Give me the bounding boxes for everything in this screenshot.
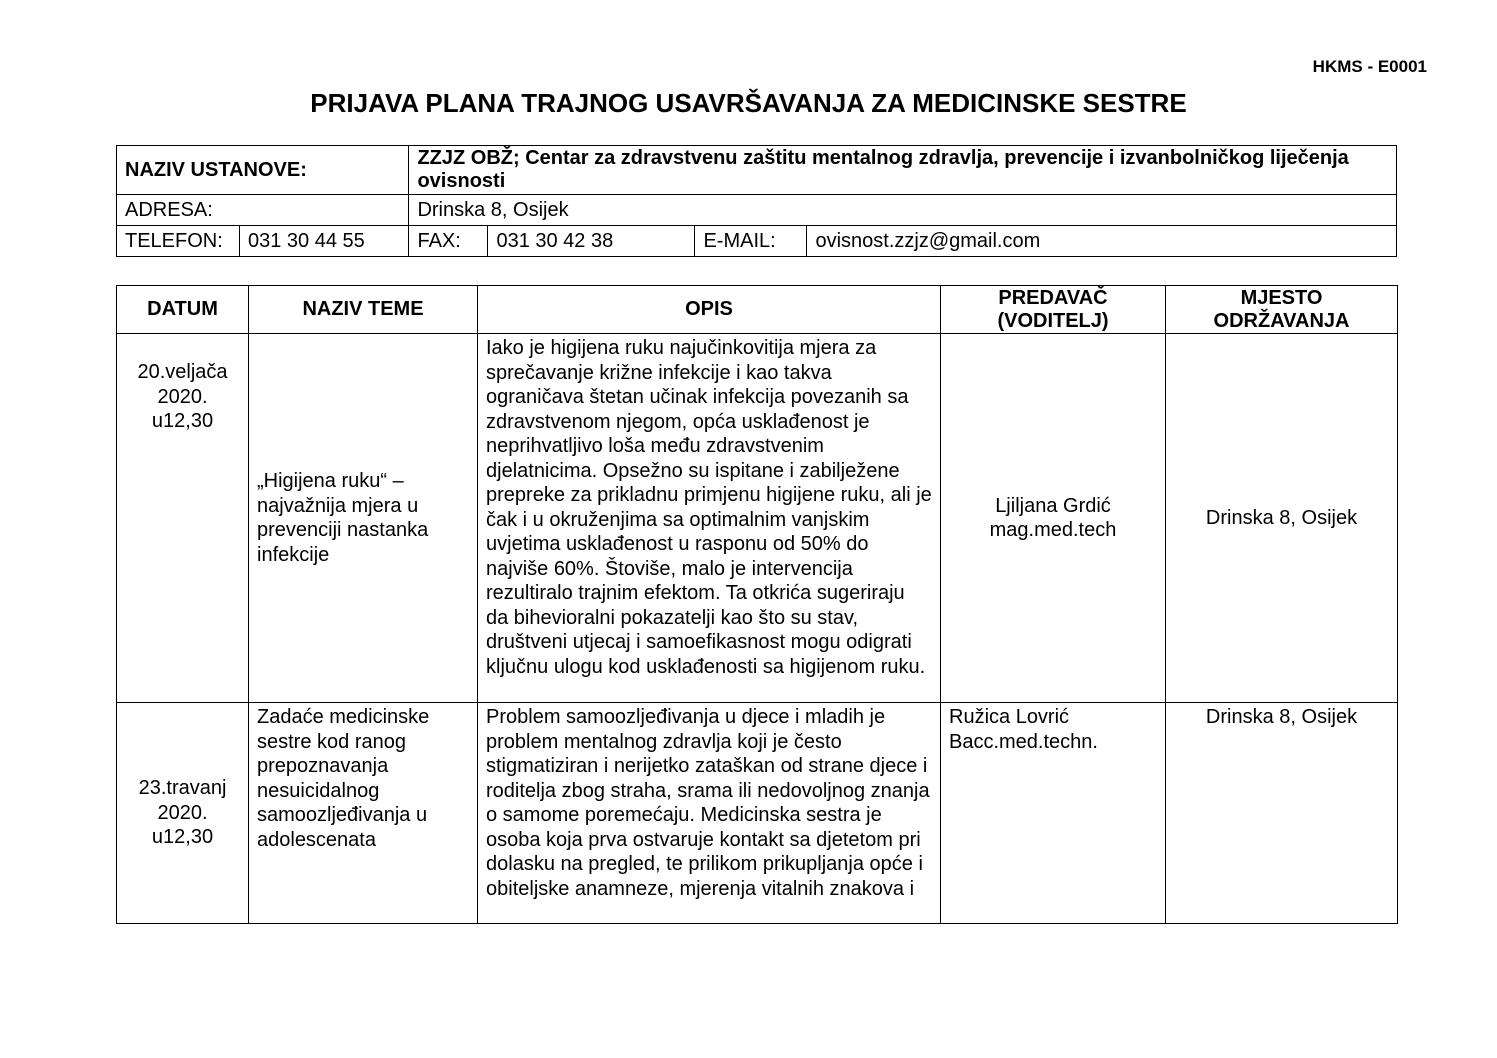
row-lecturer bbox=[941, 703, 1166, 924]
institution-table bbox=[116, 145, 1397, 257]
address-value: Drinska 8, Osijek bbox=[409, 195, 1397, 226]
row-topic bbox=[249, 703, 478, 924]
row-date-text: 20.veljača 2020. u12,30 bbox=[137, 361, 228, 432]
row-lecturer bbox=[941, 334, 1166, 703]
row-description-text: Iako je higijena ruku najučinkovitija mjera za sprečavanje križne infekcije i kao takva ograničava štetan učinak infekcija povezanih sa zdravstvenom njegom, opća usklađenost je neprihvatljivo loša među zdravstvenim djelatnicima. Opsežno su ispitane i zabilježene prepreke za prikladnu primjenu higijene ruku, ali je čak i u okruženjima sa optimalnim vanjskim uvjetima usklađenost u rasponu od 50% do najviše 60%. Štoviše, malo je intervencija rezultiralo trajnim efektom. Ta otkrića sugeriraju da bihevioralni pokazatelji kao što su stav, društveni utjecaj i samoefikasnost mogu odigrati ključnu ulogu kod usklađenosti sa higijenom ruku. bbox=[486, 337, 932, 678]
institution-name-label: NAZIV USTANOVE: bbox=[117, 146, 409, 195]
row-location-text: Drinska 8, Osijek bbox=[1205, 706, 1358, 728]
row-location-text: Drinska 8, Osijek bbox=[1205, 506, 1358, 529]
header-location: MJESTO ODRŽAVANJA bbox=[1166, 286, 1398, 334]
table-row bbox=[117, 703, 1398, 924]
header-topic: NAZIV TEME bbox=[249, 286, 478, 334]
fax-value: 031 30 42 38 bbox=[488, 226, 695, 257]
phone-label: TELEFON: bbox=[117, 226, 240, 257]
row-location bbox=[1166, 334, 1398, 703]
row-description bbox=[478, 703, 941, 924]
table-row bbox=[117, 334, 1398, 703]
email-label: E-MAIL: bbox=[695, 226, 807, 257]
row-description-text: Problem samoozljeđivanja u djece i mladih je problem mentalnog zdravlja koji je često stigmatiziran i nerijetko zataškan od strane djece i roditelja zbog straha, srama ili nedovoljnog znanja o samome poremećaju. Medicinska sestra je osoba koja prva ostvaruje kontakt sa djetetom pri dolasku na pregled, te prilikom prikupljanja opće i obiteljske anamneze, mjerenja vitalnih znakova i bbox=[486, 706, 930, 900]
row-lecturer-text: Ljiljana Grdić mag.med.tech bbox=[989, 494, 1117, 541]
fax-label: FAX: bbox=[409, 226, 488, 257]
contact-row bbox=[117, 226, 1397, 257]
row-topic bbox=[249, 334, 478, 703]
header-date: DATUM bbox=[117, 286, 249, 334]
email-value: ovisnost.zzjz@gmail.com bbox=[807, 226, 1397, 257]
row-description bbox=[478, 334, 941, 703]
document-title: PRIJAVA PLANA TRAJNOG USAVRŠAVANJA ZA MEDICINSKE SESTRE bbox=[310, 88, 1187, 118]
header-description: OPIS bbox=[478, 286, 941, 334]
header-lecturer: PREDAVAČ (VODITELJ) bbox=[941, 286, 1166, 334]
row-date bbox=[117, 703, 249, 924]
row-location bbox=[1166, 703, 1398, 924]
address-row bbox=[117, 195, 1397, 226]
row-date bbox=[117, 334, 249, 703]
row-topic-text: Zadaće medicinske sestre kod ranog prepoznavanja nesuicidalnog samoozljeđivanja u adolescenata bbox=[257, 706, 430, 851]
plan-header-row bbox=[117, 286, 1398, 334]
document-code: HKMS - E0001 bbox=[1312, 57, 1427, 76]
institution-name-row bbox=[117, 146, 1397, 195]
address-label: ADRESA: bbox=[117, 195, 409, 226]
plan-table bbox=[116, 285, 1398, 924]
row-lecturer-text: Ružica Lovrić Bacc.med.techn. bbox=[949, 706, 1098, 753]
institution-name-value: ZZJZ OBŽ; Centar za zdravstvenu zaštitu mentalnog zdravlja, prevencije i izvanbolničkog liječenja ovisnosti bbox=[409, 146, 1397, 195]
row-topic-text: „Higijena ruku“ – najvažnija mjera u prevenciji nastanka infekcije bbox=[257, 470, 429, 566]
phone-value: 031 30 44 55 bbox=[240, 226, 409, 257]
row-date-text: 23.travanj 2020. u12,30 bbox=[138, 777, 227, 849]
